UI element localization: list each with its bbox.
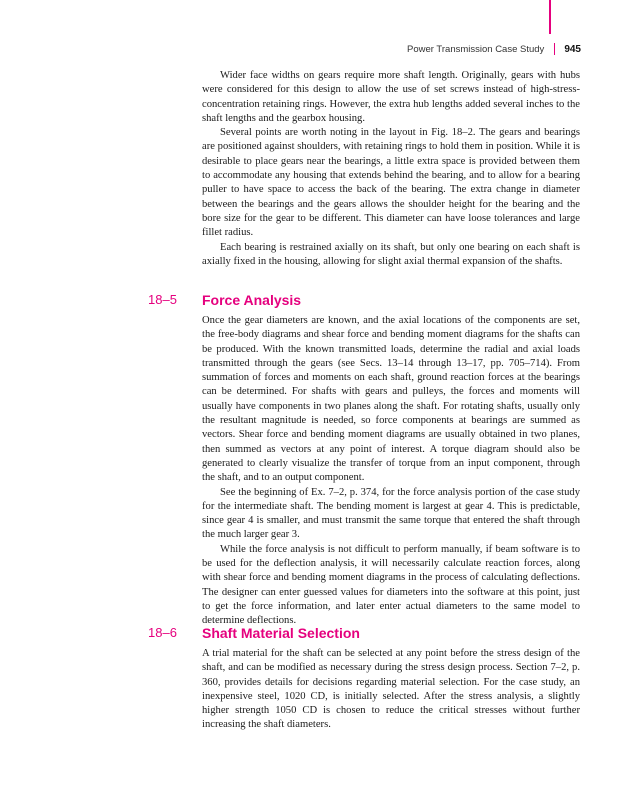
section-paragraph: While the force analysis is not difficult to perform manually, if beam software is to be used for the deflection analysis, it will necessarily calculate reaction forces, along with shear force and bending moment diagrams in the process of calculating deflections. The designer can enter guessed values for diameters into the software at this point, just to get the force information, and later enter actual diameters to the same model to determine deflections. — [202, 543, 580, 627]
page-accent-bar — [549, 0, 551, 34]
section-paragraph: A trial material for the shaft can be selected at any point before the stress design of the shaft, and can be modified as necessary during the stress design process. Section 7–2, p. 360, provides details for decisions regarding material selection. For the case study, an inexpensive steel, 1020 CD, is initially selected. After the stress analysis, a slightly higher strength 1050 CD is chosen to reduce the critical stresses without further increasing the shaft diameters. — [202, 648, 580, 731]
force-analysis-text-block — [202, 314, 580, 629]
material-selection-text-block — [202, 647, 580, 733]
intro-paragraph: Each bearing is restrained axially on its shaft, but only one bearing on each shaft is axially fixed in the housing, allowing for slight axial thermal expansion of the shafts. — [202, 241, 580, 267]
running-header — [407, 42, 581, 56]
section-number-18-6: 18–6 — [148, 625, 177, 640]
section-paragraph: Once the gear diameters are known, and the axial locations of the components are set, the free-body diagrams and shear force and bending moment diagrams for the shafts can be produced. With the known transmitted loads, determine the radial and axial loads transmitted through the gears (see Secs. 13–14 through 13–17, pp. 705–714). From summation of forces and moments on each shaft, ground reaction forces at the bearings can be determined. For shafts with gears and pulleys, the forces and moments will usually have components in two planes along the shaft. For rotating shafts, usually only the resultant magnitude is needed, so force components at bearings are summed as vectors. Shear force and bending moment diagrams are usually obtained in two planes, then summed as vectors at any point of interest. A torque diagram should also be generated to clearly visualize the transfer of torque from an input component, through the shaft, and to an output component. — [202, 315, 580, 484]
intro-paragraph: Wider face widths on gears require more shaft length. Originally, gears with hubs were considered for this design to allow the use of set screws instead of high-stress-concentration retaining rings. However, the extra hub lengths added several inches to the shaft lengths and the gearbox housing. — [202, 70, 580, 124]
running-title: Power Transmission Case Study — [407, 43, 545, 55]
intro-paragraph: Several points are worth noting in the layout in Fig. 18–2. The gears and bearings are positioned against shoulders, with retaining rings to hold them in position. While it is desirable to place gears near the bearings, a little extra space is provided between them to accommodate any housing that extends behind the bearing, and to allow for a bearing puller to have space to access the back of the bearing. The extra change in diameter between the bearings and the gears allows the shoulder height for the bearing and the bore size for the gear to be different. This diameter can have loose tolerances and large fillet radius. — [202, 127, 580, 239]
page-number: 945 — [564, 43, 581, 55]
section-number-18-5: 18–5 — [148, 292, 177, 307]
section-title-shaft-material-selection: Shaft Material Selection — [202, 625, 360, 641]
section-paragraph: See the beginning of Ex. 7–2, p. 374, for the force analysis portion of the case study for the intermediate shaft. The bending moment is largest at gear 4. This is predictable, since gear 4 is smaller, and must transmit the same torque that entered the shaft through the much larger gear 3. — [202, 486, 580, 541]
intro-text-block — [202, 69, 580, 269]
header-divider — [554, 43, 555, 55]
section-title-force-analysis: Force Analysis — [202, 292, 302, 308]
